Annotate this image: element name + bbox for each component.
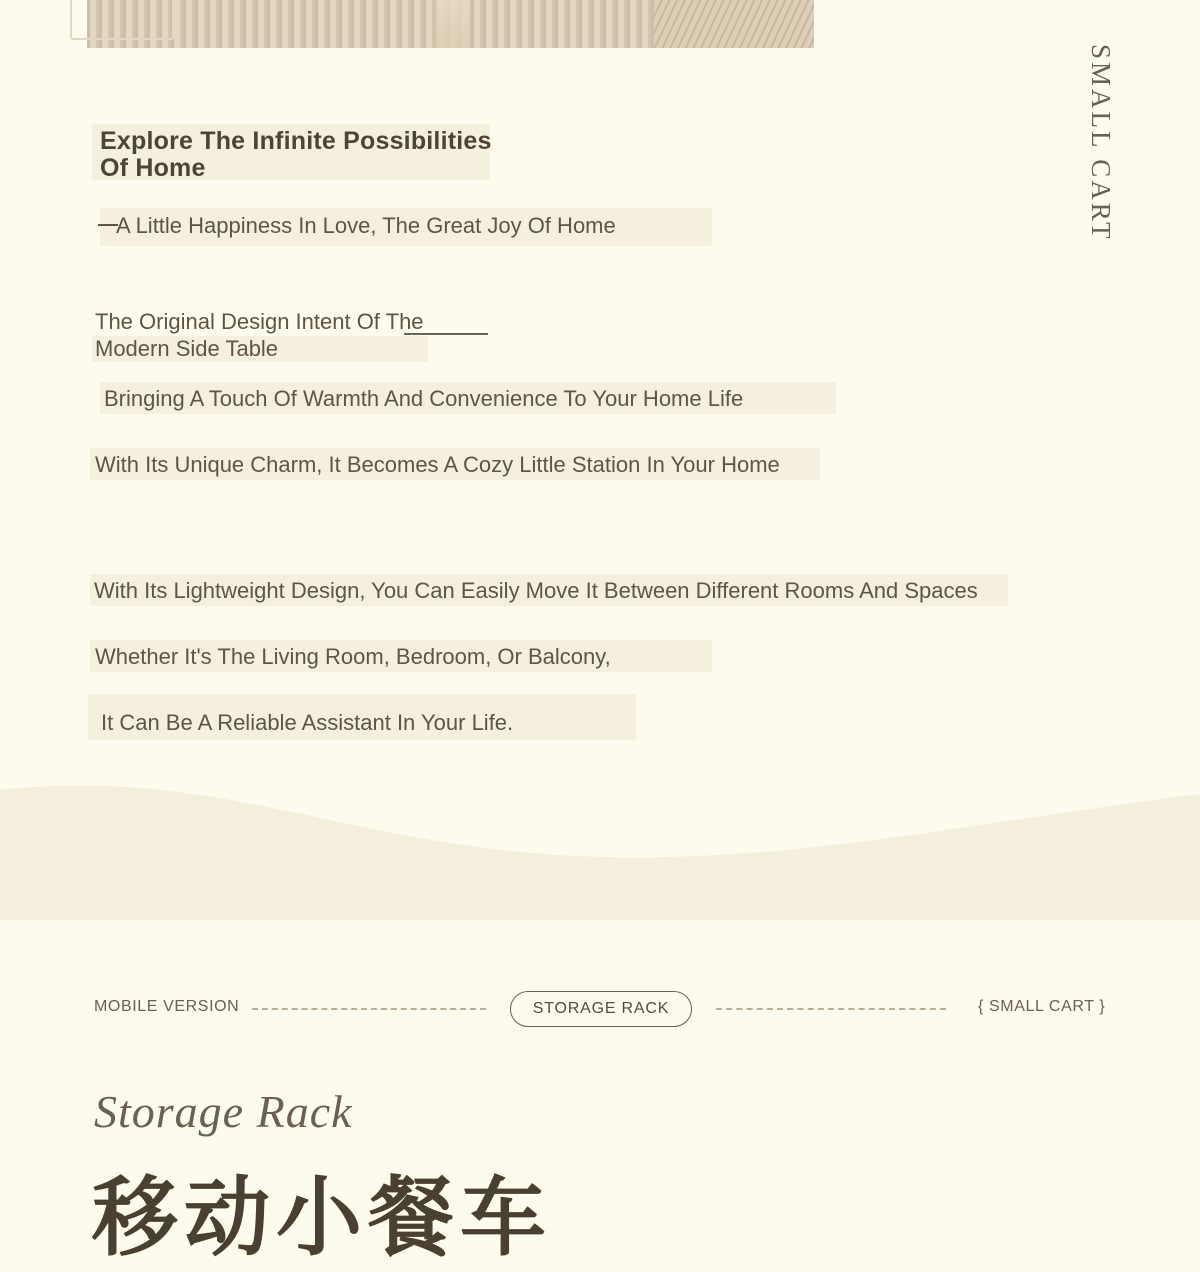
divider-label-left: MOBILE VERSION: [94, 998, 240, 1015]
intent-line-1: The Original Design Intent Of The: [95, 309, 424, 334]
subheading-text: A Little Happiness In Love, The Great Joy Of Home: [116, 213, 616, 238]
dash-marker-icon: [98, 224, 118, 226]
vertical-brand-label: SMALL CART: [1086, 44, 1116, 242]
footer-script-title: Storage Rack: [94, 1086, 353, 1137]
wave-divider: [0, 760, 1200, 920]
heading-line-1: Explore The Infinite Possibilities: [100, 127, 492, 155]
divider-dashed-line-left: [252, 1008, 486, 1010]
body-line-2: With Its Unique Charm, It Becomes A Cozy Little Station In Your Home: [95, 452, 780, 477]
divider-dashed-line-right: [716, 1008, 946, 1010]
storage-rack-pill-button[interactable]: STORAGE RACK: [510, 991, 692, 1027]
intent-line-2: Modern Side Table: [95, 336, 279, 361]
body-line-3: With Its Lightweight Design, You Can Easily Move It Between Different Rooms And Spaces: [94, 578, 978, 603]
hero-frame-accent: [70, 0, 174, 40]
body-line-5: It Can Be A Reliable Assistant In Your Life.: [101, 710, 514, 735]
product-photo: [87, 0, 814, 48]
section-divider-row: [0, 995, 1200, 1029]
body-line-4: Whether It's The Living Room, Bedroom, Or Balcony,: [95, 644, 611, 669]
footer-cjk-title: 移动小餐车: [92, 1168, 552, 1268]
body-line-1: Bringing A Touch Of Warmth And Convenience To Your Home Life: [104, 386, 744, 411]
hero-image: [87, 0, 814, 48]
divider-label-right: { SMALL CART }: [978, 998, 1106, 1015]
heading-line-2: Of Home: [100, 154, 206, 182]
